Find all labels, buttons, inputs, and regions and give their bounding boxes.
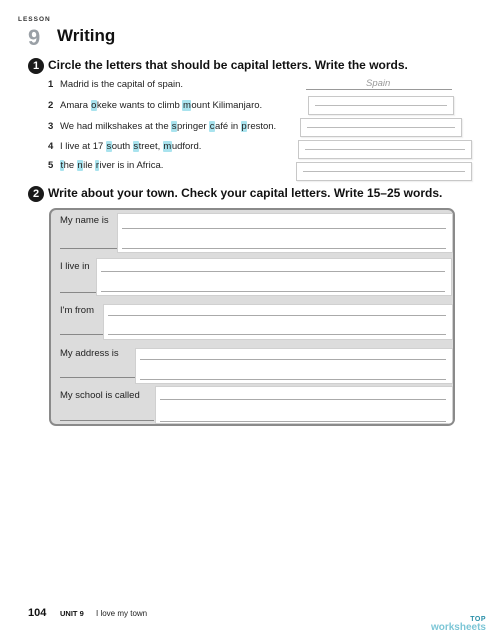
- sentence-text: afé in: [214, 121, 241, 132]
- sentence-text: Amara: [60, 100, 91, 111]
- letter-to-circle[interactable]: o: [91, 100, 97, 111]
- sentence-text: treet,: [138, 141, 163, 152]
- sentence-item: [48, 79, 183, 90]
- letter-to-circle[interactable]: r: [95, 160, 99, 171]
- sentence-text: udford.: [171, 141, 202, 152]
- answer-box-3[interactable]: [300, 118, 462, 137]
- sentence-text: We had milkshakes at the: [60, 121, 172, 132]
- letter-to-circle[interactable]: t: [60, 160, 64, 171]
- item-number: 2: [48, 100, 54, 111]
- item-number: 3: [48, 121, 54, 132]
- letter-to-circle[interactable]: c: [209, 121, 215, 132]
- letter-to-circle[interactable]: s: [133, 141, 139, 152]
- sentence-text: pain.: [162, 79, 184, 90]
- item-number: 4: [48, 141, 54, 152]
- exercise-1-instruction: Circle the letters that should be capital letters. Write the words.: [48, 58, 408, 72]
- prompt-label: My name is: [60, 215, 109, 226]
- writing-row-2[interactable]: [51, 254, 453, 296]
- sentence-item: [48, 160, 163, 171]
- answer-line-1: [306, 89, 452, 90]
- brand-top: TOP: [470, 616, 486, 623]
- brand-logo: [431, 616, 486, 633]
- sentence-text: ount Kilimanjaro.: [191, 100, 263, 111]
- sentence-text: outh: [111, 141, 133, 152]
- writing-row-4[interactable]: [51, 340, 453, 384]
- sentence-text: reston.: [247, 121, 277, 132]
- letter-to-circle[interactable]: m: [182, 100, 191, 111]
- page-title: Writing: [57, 26, 116, 45]
- prompt-label: I live in: [60, 261, 90, 272]
- answer-box-2[interactable]: [308, 96, 454, 115]
- lesson-badge: [18, 16, 51, 50]
- brand-name: worksheets: [430, 622, 486, 633]
- writing-row-5[interactable]: [51, 384, 453, 426]
- sentence-item: [48, 121, 276, 132]
- sentence-text: keke wants to climb: [96, 100, 183, 111]
- sentence-text: s: [157, 79, 163, 90]
- prompt-label: My address is: [60, 348, 119, 359]
- exercise-2-number: 2: [28, 186, 44, 202]
- letter-to-circle[interactable]: p: [241, 121, 247, 132]
- sentence-item: [48, 141, 201, 152]
- letter-to-circle[interactable]: n: [77, 160, 83, 171]
- exercise-2-instruction: Write about your town. Check your capital letters. Write 15–25 words.: [48, 186, 443, 200]
- writing-row-3[interactable]: [51, 296, 453, 340]
- writing-panel: [49, 208, 455, 426]
- item-number: 1: [48, 79, 54, 90]
- sentence-text: Madrid is the capital of: [60, 79, 158, 90]
- sentence-text: ile: [83, 160, 96, 171]
- sentence-text: I live at 17: [60, 141, 106, 152]
- lesson-number: 9: [28, 25, 41, 50]
- lesson-label: LESSON: [18, 16, 51, 23]
- unit-label: UNIT 9: [60, 609, 84, 618]
- answer-box-5[interactable]: [296, 162, 472, 181]
- item-number: 5: [48, 160, 54, 171]
- writing-row-1[interactable]: [51, 210, 453, 254]
- sentence-text: pringer: [177, 121, 210, 132]
- example-answer: Spain: [366, 78, 391, 89]
- prompt-label: I'm from: [60, 305, 95, 316]
- sentence-text: he: [63, 160, 77, 171]
- prompt-label: My school is called: [60, 390, 140, 401]
- letter-to-circle[interactable]: s: [171, 121, 177, 132]
- sentence-text: iver is in Africa.: [99, 160, 164, 171]
- page-number: 104: [28, 607, 47, 619]
- letter-to-circle[interactable]: m: [163, 141, 172, 152]
- unit-topic: I love my town: [96, 609, 148, 618]
- answer-box-4[interactable]: [298, 140, 472, 159]
- sentence-item: [48, 100, 262, 111]
- letter-to-circle[interactable]: s: [106, 141, 112, 152]
- exercise-1-number: 1: [28, 58, 44, 74]
